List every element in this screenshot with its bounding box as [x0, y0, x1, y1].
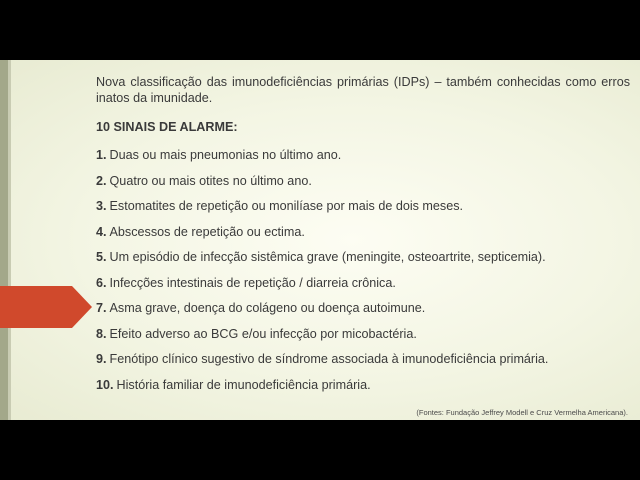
- alarm-sign-item: [96, 147, 630, 173]
- alarm-sign-number: 3.: [96, 199, 107, 213]
- alarm-sign-item: [96, 351, 630, 377]
- left-decorative-bar: [0, 60, 8, 420]
- alarm-sign-number: 2.: [96, 173, 107, 188]
- alarm-sign-text: Asma grave, doença do colágeno ou doença autoimune.: [109, 301, 426, 315]
- alarm-sign-number: 4.: [96, 224, 107, 239]
- alarm-sign-item: [96, 377, 630, 403]
- arrow-decoration-body: [0, 286, 72, 328]
- alarm-sign-item: [96, 326, 630, 352]
- alarm-sign-text: Um episódio de infecção sistêmica grave (meningite, osteoartrite, septicemia).: [109, 250, 546, 264]
- alarm-sign-number: 9.: [96, 352, 107, 366]
- alarm-sign-text: Fenótipo clínico sugestivo de síndrome associada à imunodeficiência primária.: [109, 352, 549, 366]
- alarm-sign-text: Estomatites de repetição ou monilíase por mais de dois meses.: [109, 199, 464, 213]
- alarm-sign-item: [96, 275, 630, 301]
- slide-content: [96, 74, 630, 402]
- alarm-sign-text: Abscessos de repetição ou ectima.: [109, 224, 305, 239]
- alarm-sign-number: 10.: [96, 377, 114, 392]
- alarm-sign-number: 5.: [96, 250, 107, 264]
- alarm-sign-number: 7.: [96, 301, 107, 315]
- left-decorative-line: [8, 60, 11, 420]
- intro-text: Nova classificação das imunodeficiências primárias (IDPs) – também conhecidas como erros inatos da imunidade.: [96, 75, 630, 105]
- alarm-sign-number: 8.: [96, 326, 107, 341]
- source-citation: (Fontes: Fundação Jeffrey Modell e Cruz Vermelha Americana).: [416, 408, 628, 417]
- arrow-decoration-tip: [72, 286, 92, 328]
- alarm-signs-title: 10 SINAIS DE ALARME:: [96, 120, 238, 134]
- alarm-sign-number: 1.: [96, 148, 107, 162]
- alarm-sign-text: Quatro ou mais otites no último ano.: [109, 173, 312, 188]
- alarm-sign-text: Efeito adverso ao BCG e/ou infecção por micobactéria.: [109, 326, 417, 341]
- alarm-sign-item: [96, 249, 630, 275]
- alarm-sign-item: [96, 173, 630, 199]
- alarm-sign-text: Duas ou mais pneumonias no último ano.: [109, 148, 342, 162]
- alarm-sign-item: [96, 198, 630, 224]
- alarm-sign-item: [96, 300, 630, 326]
- alarm-sign-text: Infecções intestinais de repetição / diarreia crônica.: [109, 275, 396, 290]
- alarm-signs-list: [96, 147, 630, 402]
- slide: [0, 60, 640, 420]
- alarm-sign-item: [96, 224, 630, 250]
- alarm-sign-number: 6.: [96, 275, 107, 290]
- alarm-sign-text: História familiar de imunodeficiência primária.: [116, 377, 371, 392]
